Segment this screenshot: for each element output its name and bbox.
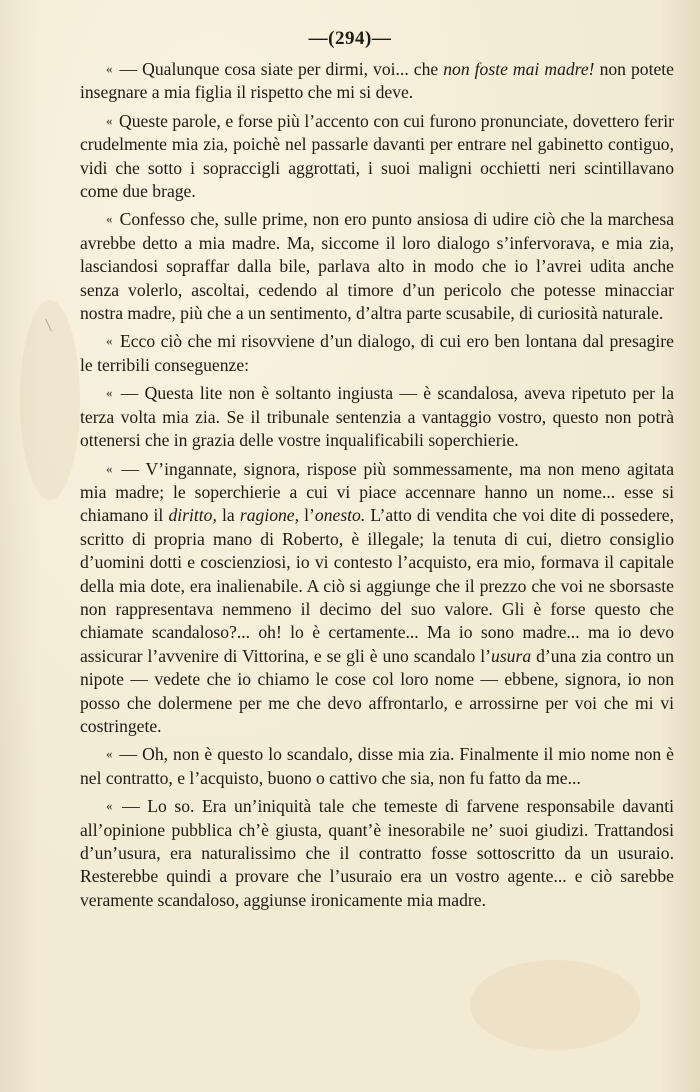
quote-mark: «	[106, 112, 113, 128]
text-run: d’una zia contro un nipote — vedete che io chiamo le cose col loro nome — ebbene, signora, io non posso che dolermene per me che devo affrontarlo, e arrossirne per voi che mi vi costringete.	[80, 645, 674, 736]
text-run: — Qualunque cosa siate per dirmi, voi... che	[119, 59, 444, 79]
text-run: la	[216, 505, 240, 526]
quote-mark: «	[106, 460, 113, 476]
quote-mark: «	[106, 211, 113, 227]
italic-text: usura	[491, 645, 532, 666]
quote-mark: «	[106, 61, 113, 76]
body-text	[80, 57, 674, 912]
text-run: Queste parole, e forse più l’accento con cui furono pronunciate, dovettero ferir crudelmente mia zia, poichè nel passarle davanti per entrare nel gabinetto contiguo, vidi che sotto i sopraccigli aggrottati, i suoi maligni occhietti neri scintillavano come due brage.	[80, 110, 675, 202]
page-number: —(294)—	[308, 28, 392, 49]
text-run: Confesso che, sulle prime, non ero punto ansiosa di udire ciò che la marchesa avrebbe detto a mia madre. Ma, siccome il loro dialogo s’infervorava, e mia zia, lasciandosi sopraffar dalla bile, parlava alto in modo che io l’avrei udita anche senza volerlo, ascoltai, cedendo al timore d’un pericolo che potesse minacciar nostra madre, più che a un sentimento, d’altra parte scusabile, di curiosità naturale.	[80, 209, 675, 324]
text-run: L’atto di vendita che voi dite di possedere, scritto di propria mano di Roberto, è illegale; la tenuta di cui, dietro consiglio d’uomini dotti e coscienziosi, io vi contesto l’acquisto, era mio, formava il capitale della mia dote, era inalienabile. A ciò si aggiunge che il prezzo che voi ne sborsaste non rappresentava nemmeno il decimo del suo valore. Gli è forse questo che chiamate scandaloso?... oh! lo è certamente... Ma io sono madre... ma io devo assicurar l’avvenire di Vittorina, e se gli è uno scandalo l’	[80, 505, 675, 666]
italic-text: onesto.	[314, 505, 366, 526]
text-run: Ecco ciò che mi risovviene d’un dialogo, di cui ero ben lontana dal presagire le terribili conseguenze:	[80, 331, 674, 375]
text-run: — Oh, non è questo lo scandalo, disse mia zia. Finalmente il mio nome non è nel contratto, e l’acquisto, buono o cattivo che sia, non fu fatto da me...	[80, 744, 674, 788]
text-run: — Lo so. Era un’iniquità tale che temeste di farvene responsabile davanti all’opinione pubblica ch’è giusta, quant’è inesorabile ne’ suoi giudizi. Trattandosi d’un’usura, era naturalissimo che il contratto fosse sottoscritto da un usuraio. Resterebbe quindi a provare che l’usuraio era un vostro agente... e ciò sarebbe veramente scandaloso, aggiunse ironicamente mia madre.	[80, 796, 674, 910]
paragraph	[80, 381, 674, 452]
paragraph	[80, 329, 674, 377]
italic-text: ragione,	[239, 505, 300, 526]
text-run: — V’ingannate, signora, rispose più sommessamente, ma non meno agitata mia madre; le soperchierie a cui vi piace accennare hanno un nome... esse si chiamano il	[80, 458, 674, 526]
paragraph	[80, 742, 674, 790]
paragraph	[80, 457, 674, 739]
paragraph	[80, 57, 674, 105]
quote-mark: «	[106, 385, 113, 401]
paragraph	[80, 794, 674, 912]
text-run: l’	[299, 505, 315, 526]
paper-stain	[470, 960, 640, 1050]
text-run: non potete insegnare a mia figlia il rispetto che mi si deve.	[80, 59, 674, 103]
italic-text: non foste mai madre!	[443, 59, 595, 79]
italic-text: diritto,	[168, 505, 217, 526]
paragraph	[80, 207, 674, 325]
margin-mark	[45, 318, 52, 331]
quote-mark: «	[106, 746, 113, 762]
quote-mark: «	[106, 333, 113, 349]
quote-mark: «	[106, 798, 113, 814]
paragraph	[80, 109, 674, 204]
text-run: — Questa lite non è soltanto ingiusta — è scandalosa, aveva ripetuto per la terza volta mia zia. Se il tribunale sentenzia a vantaggio vostro, questo non potrà ottenersi che in grazia delle vostre inqualificabili soperchierie.	[80, 383, 674, 451]
